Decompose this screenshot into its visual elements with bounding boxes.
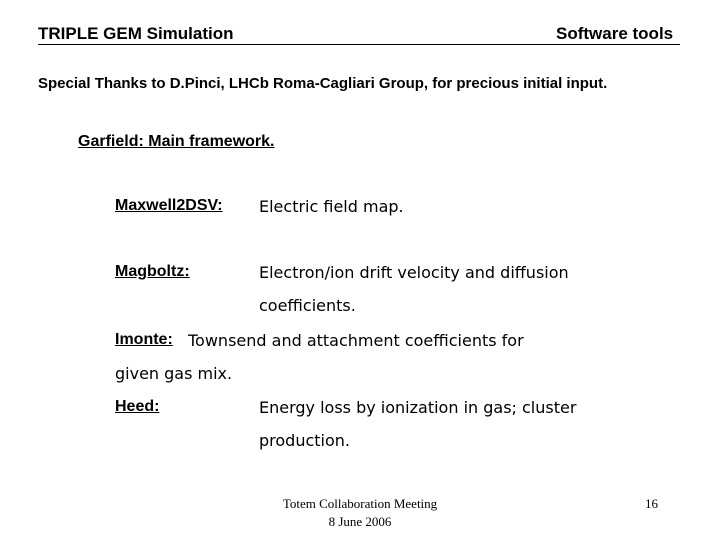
slide-title: TRIPLE GEM Simulation [38,24,234,43]
tool-magboltz-desc-1: Electron/ion drift velocity and diffusion [259,263,569,282]
tool-imonte-name: Imonte: [115,331,173,348]
tool-heed-name: Heed: [115,398,160,415]
tool-maxwell-desc: Electric field map. [259,197,404,216]
footer-date: 8 June 2006 [328,514,392,529]
page-number: 16 [645,496,658,511]
slide-section: Software tools [556,24,674,43]
footer-meeting: Totem Collaboration Meeting [282,496,438,511]
tool-heed-desc-1: Energy loss by ionization in gas; cluster [259,398,577,417]
tool-magboltz-desc-2: coefficients. [259,296,356,315]
framework-heading: Garfield: Main framework. [78,133,275,150]
tool-magboltz-name: Magboltz: [115,263,190,280]
tool-maxwell-name: Maxwell2DSV: [115,197,223,214]
header-divider [38,44,680,45]
acknowledgement: Special Thanks to D.Pinci, LHCb Roma-Cagliari Group, for precious initial input. [38,75,608,92]
tool-imonte-desc-2: given gas mix. [115,364,233,383]
tool-heed-desc-2: production. [259,431,350,450]
tool-imonte-desc-1: Townsend and attachment coefficients for [188,331,524,350]
